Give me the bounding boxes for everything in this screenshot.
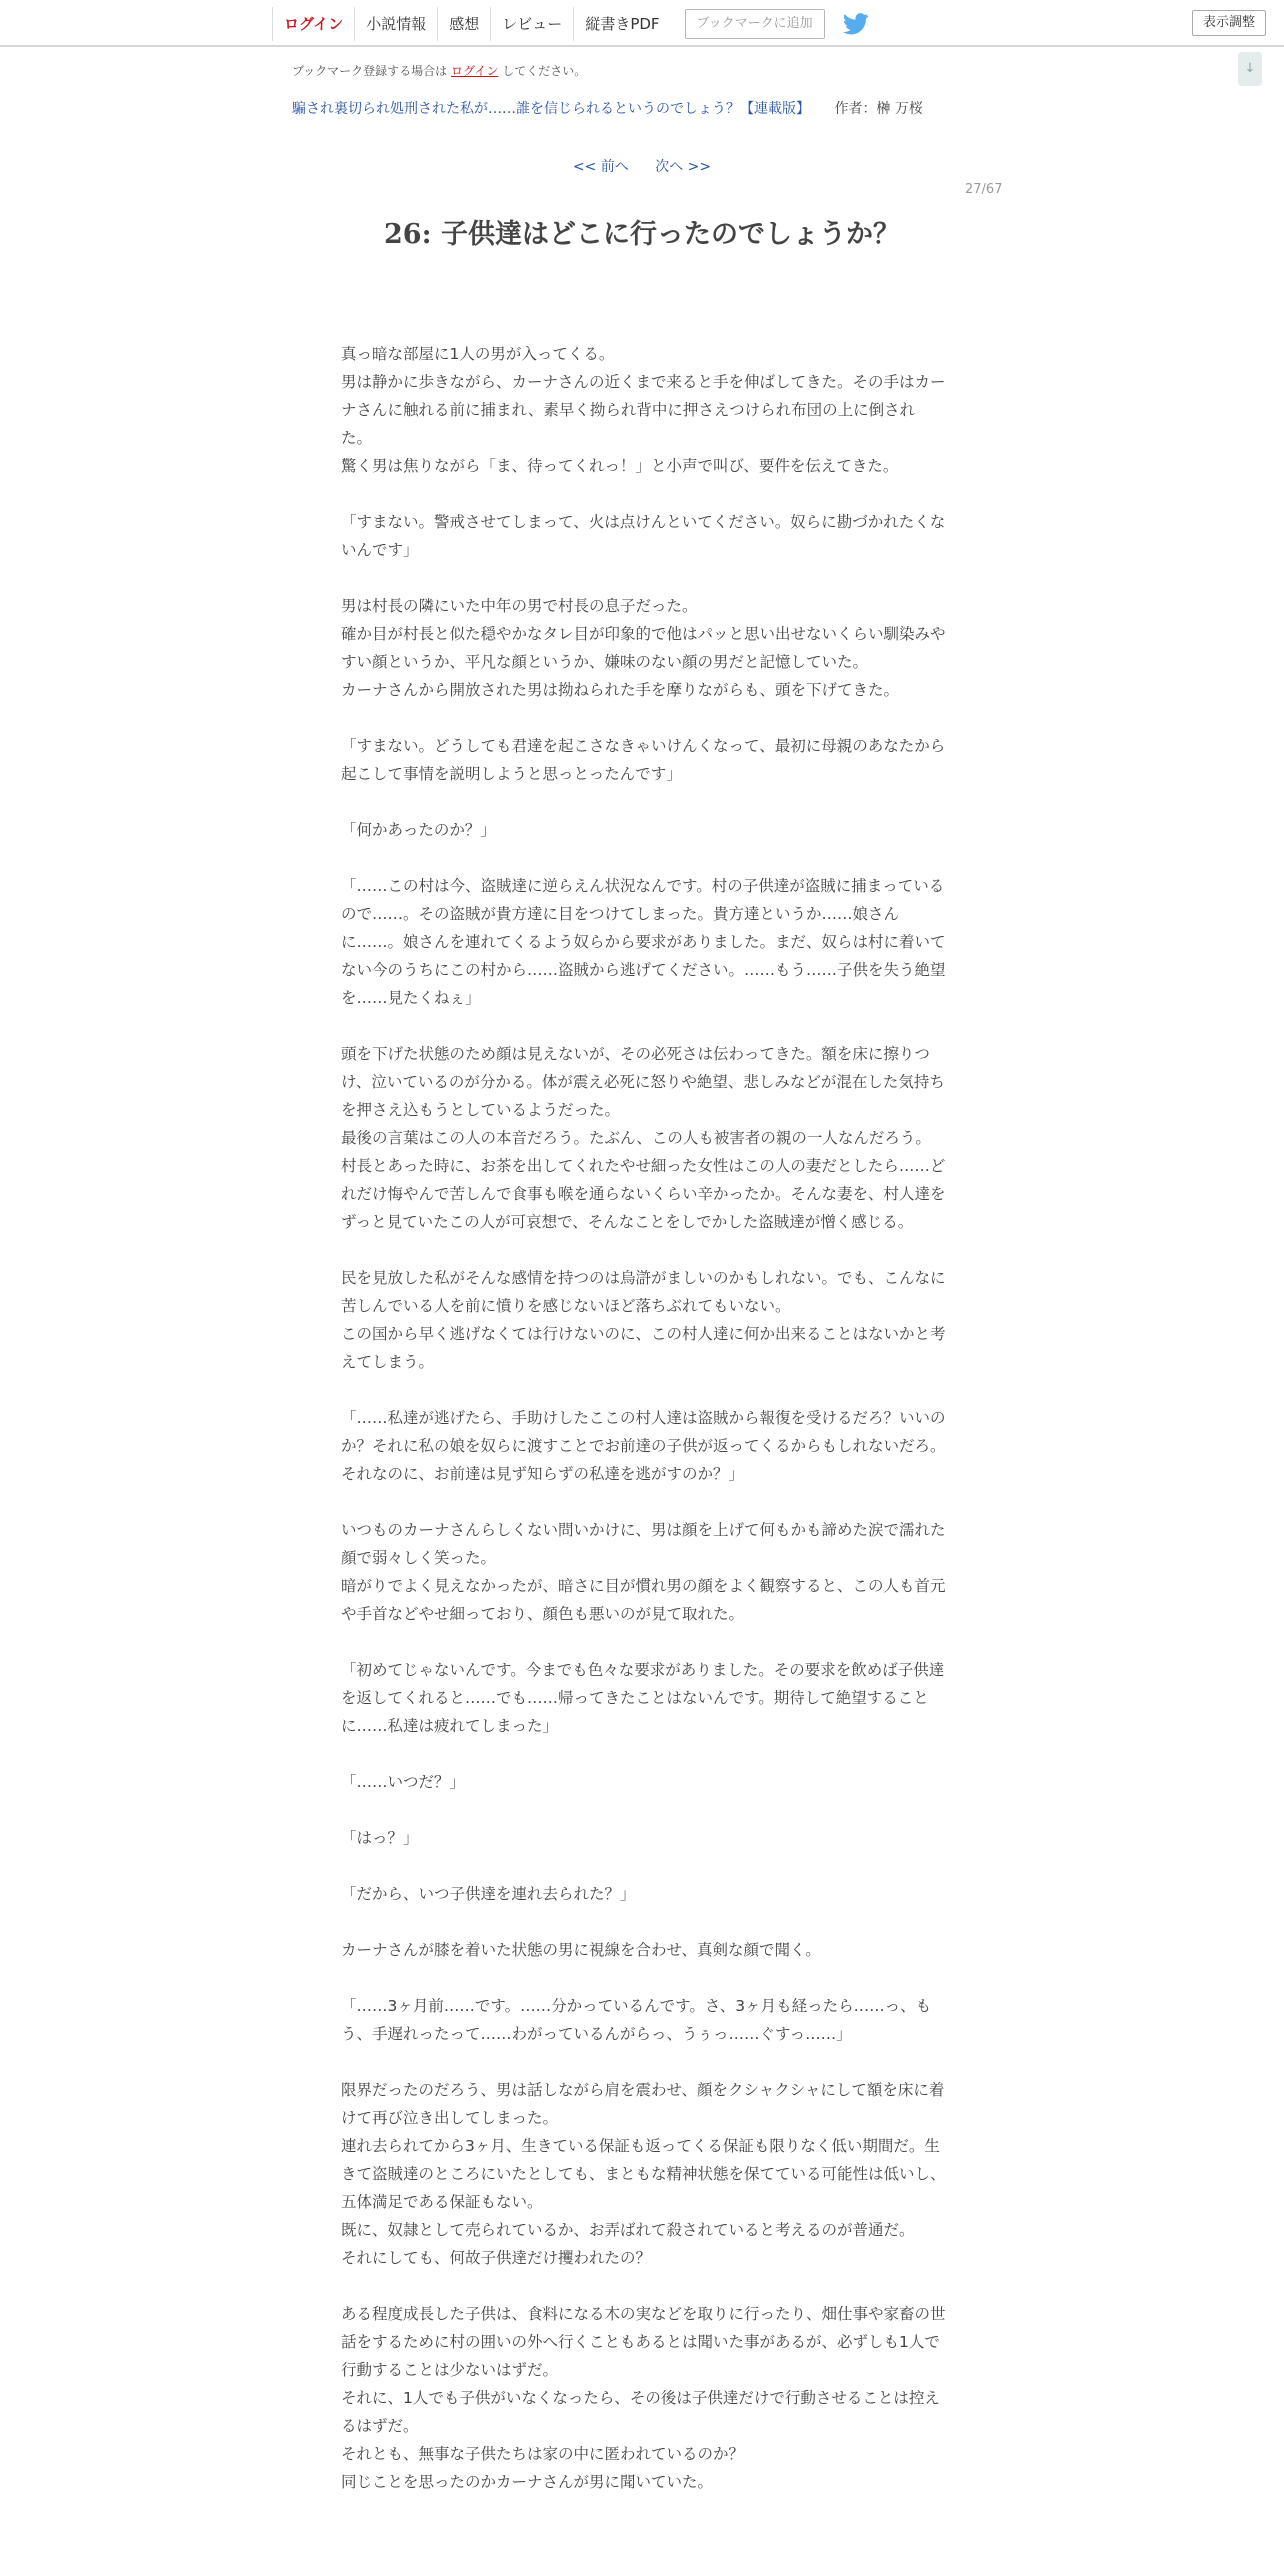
body-paragraph: ある程度成長した子供は、食料になる木の実などを取りに行ったり、畑仕事や家畜の世話をするために村の囲いの外へ行くこともあるとは聞いた事があるが、必ずしも1人で行動することは少ないはずだ。: [341, 2305, 946, 2379]
author-name: 作者：榊 万桜: [834, 101, 923, 117]
body-paragraph: カーナさんから開放された男は拗ねられた手を摩りながらも、頭を下げてきた。: [341, 681, 900, 699]
bookmark-notice-text: ブックマーク登録する場合は: [292, 64, 448, 78]
body-paragraph: 暗がりでよく見えなかったが、暗さに目が慣れ男の顔をよく観察すると、この人も首元や手首などやせ細っており、顔色も悪いのが見て取れた。: [341, 1577, 946, 1623]
body-paragraph: 「何かあったのか？」: [341, 821, 496, 839]
body-paragraph: [341, 1908, 946, 1936]
body-paragraph: 「……3ヶ月前……です。……分かっているんです。さ、3ヶ月も経ったら……っ、もう、手遅れったって……わがっているんがらっ、うぅっ……ぐすっ……」: [341, 1997, 932, 2043]
body-paragraph: 頭を下げた状態のため顔は見えないが、その必死さは伝わってきた。額を床に擦りつけ、泣いているのが分かる。体が震え必死に怒りや絶望、悲しみなどが混在した気持ちを押さえ込もうとしているようだった。: [341, 1045, 945, 1119]
scroll-down-icon[interactable]: ↓: [1238, 52, 1262, 86]
top-nav-bar: [0, 0, 1284, 47]
body-paragraph: 「初めてじゃないんです。今までも色々な要求がありました。その要求を飲めば子供達を返してくれると……でも……帰ってきたことはないんです。期待して絶望することに……私達は疲れてしまった」: [341, 1661, 945, 1735]
body-paragraph: [341, 1488, 946, 1516]
body-paragraph: 「はっ？」: [341, 1829, 419, 1847]
body-paragraph: カーナさんが膝を着いた状態の男に視線を合わせ、真剣な顔で聞く。: [341, 1941, 821, 1959]
body-paragraph: 民を見放した私がそんな感情を持つのは烏滸がましいのかもしれない。でも、こんなに苦しんでいる人を前に憤りを感じないほど落ちぶれてもいない。: [341, 1269, 946, 1315]
chapter-pager: [0, 156, 1284, 176]
body-paragraph: 男は静かに歩きながら、カーナさんの近くまで来ると手を伸ばしてきた。その手はカーナさんに触れる前に捕まれ、素早く拗られ背中に押さえつけられ布団の上に倒された。: [341, 373, 946, 447]
body-paragraph: [341, 2048, 946, 2076]
body-paragraph: 驚く男は焦りながら「ま、待ってくれっ！」と小声で叫び、要件を伝えてきた。: [341, 457, 899, 475]
add-bookmark-button[interactable]: ブックマークに追加: [685, 9, 825, 39]
nav-review-link[interactable]: レビュー: [490, 7, 573, 41]
body-paragraph: [341, 1740, 946, 1768]
body-paragraph: 「すまない。どうしても君達を起こさなきゃいけんくなって、最初に母親のあなたから起こして事情を説明しようと思っとったんです」: [341, 737, 946, 783]
body-paragraph: 確か目が村長と似た穏やかなタレ目が印象的で他はパッと思い出せないくらい馴染みやすい顔というか、平凡な顔というか、嫌味のない顔の男だと記憶していた。: [341, 625, 946, 671]
body-paragraph: 「だから、いつ子供達を連れ去られた？」: [341, 1885, 636, 1903]
body-paragraph: 「……この村は今、盗賊達に逆らえん状況なんです。村の子供達が盗賊に捕まっているので……。その盗賊が貴方達に目をつけてしまった。貴方達というか……娘さんに……。娘さんを連れてくるよう奴らから要求がありました。まだ、奴らは村に着いてない今のうちにこの村から……盗賊から逃げてください。……もう……子供を失う絶望を……見たくねぇ」: [341, 877, 946, 1007]
body-paragraph: [341, 480, 946, 508]
nav-novel-info-link[interactable]: 小説情報: [354, 7, 437, 41]
body-paragraph: 既に、奴隷として売られているか、お弄ばれて殺されていると考えるのが普通だ。: [341, 2221, 915, 2239]
twitter-icon[interactable]: [843, 13, 869, 35]
display-adjust-button[interactable]: 表示調整: [1192, 10, 1266, 36]
page-count: 27/67: [965, 182, 1003, 197]
body-paragraph: 限界だったのだろう、男は話しながら肩を震わせ、顔をクシャクシャにして額を床に着けて再び泣き出してしまった。: [341, 2081, 945, 2127]
chapter-title: 26: 子供達はどこに行ったのでしょうか？: [384, 219, 900, 250]
body-paragraph: 「すまない。警戒させてしまって、火は点けんといてください。奴らに勘づかれたくないんです」: [341, 513, 946, 559]
body-paragraph: 男は村長の隣にいた中年の男で村長の息子だった。: [341, 597, 698, 615]
body-paragraph: それとも、無事な子供たちは家の中に匿われているのか？: [341, 2445, 745, 2463]
series-title-link[interactable]: 騙され裏切られ処刑された私が……誰を信じられるというのでしょう？【連載版】: [292, 101, 810, 117]
body-paragraph: [341, 1796, 946, 1824]
body-paragraph: いつものカーナさんらしくない問いかけに、男は顔を上げて何もかも諦めた涙で濡れた顔で弱々しく笑った。: [341, 1521, 946, 1567]
nav-vertical-pdf-link[interactable]: 縦書きPDF: [573, 7, 670, 41]
body-paragraph: 同じことを思ったのかカーナさんが男に聞いていた。: [341, 2473, 714, 2491]
nav-list: [272, 6, 869, 42]
body-paragraph: [341, 788, 946, 816]
series-info: [292, 98, 923, 118]
bookmark-notice-text-end: してください。: [502, 64, 587, 78]
body-paragraph: [341, 1012, 946, 1040]
body-paragraph: [341, 1236, 946, 1264]
body-paragraph: 「……私達が逃げたら、手助けしたここの村人達は盗賊から報復を受けるだろ？いいのか？それに私の娘を奴らに渡すことでお前達の子供が返ってくるからもしれないだろ。それなのに、お前達は見ず知らずの私達を逃がすのか？」: [341, 1409, 946, 1483]
prev-chapter-link[interactable]: << 前へ: [572, 159, 629, 175]
body-paragraph: [341, 704, 946, 732]
body-paragraph: [341, 1628, 946, 1656]
novel-body: [341, 340, 946, 2496]
body-paragraph: それにしても、何故子供達だけ攫われたの？: [341, 2249, 652, 2267]
body-paragraph: [341, 1852, 946, 1880]
bookmark-login-link[interactable]: ログイン: [451, 64, 499, 78]
nav-impressions-link[interactable]: 感想: [437, 7, 490, 41]
body-paragraph: [341, 2272, 946, 2300]
body-paragraph: 連れ去られてから3ヶ月、生きている保証も返ってくる保証も限りなく低い期間だ。生きて盗賊達のところにいたとしても、まともな精神状態を保てている可能性は低いし、五体満足である保証もない。: [341, 2137, 946, 2211]
body-paragraph: この国から早く逃げなくては行けないのに、この村人達に何か出来ることはないかと考えてしまう。: [341, 1325, 946, 1371]
body-paragraph: 最後の言葉はこの人の本音だろう。たぶん、この人も被害者の親の一人なんだろう。: [341, 1129, 931, 1147]
body-paragraph: [341, 564, 946, 592]
body-paragraph: [341, 844, 946, 872]
next-chapter-link[interactable]: 次へ >>: [655, 159, 712, 175]
body-paragraph: 「……いつだ？」: [341, 1773, 466, 1791]
body-paragraph: 真っ暗な部屋に1人の男が入ってくる。: [341, 345, 615, 363]
body-paragraph: [341, 1964, 946, 1992]
body-paragraph: それに、1人でも子供がいなくなったら、その後は子供達だけで行動させることは控えるはずだ。: [341, 2389, 940, 2435]
body-paragraph: 村長とあった時に、お茶を出してくれたやせ細った女性はこの人の妻だとしたら……どれだけ悔やんで苦しんで食事も喉を通らないくらい辛かったか。そんな妻を、村人達をずっと見ていたこの人が可哀想で、そんなことをしでかした盗賊達が憎く感じる。: [341, 1157, 946, 1231]
bookmark-login-notice: [292, 62, 586, 79]
body-paragraph: [341, 1376, 946, 1404]
nav-login-link[interactable]: ログイン: [272, 7, 354, 41]
